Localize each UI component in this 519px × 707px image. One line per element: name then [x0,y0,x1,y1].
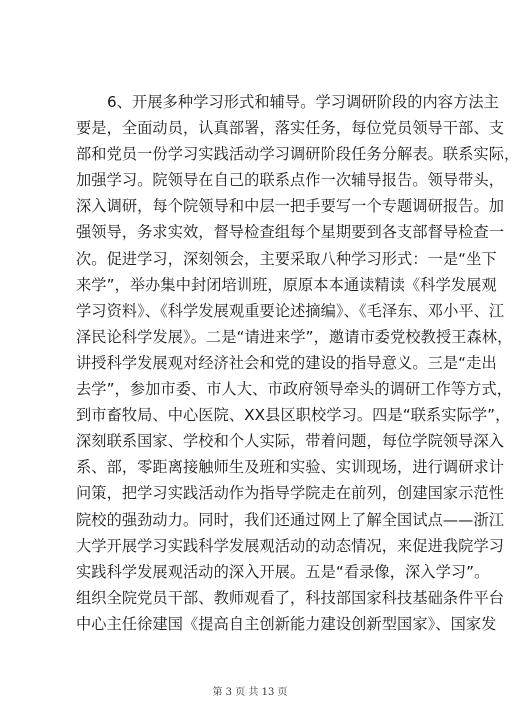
text-line: 实践科学发展观活动的深入开展。五是“看录像，深入学习”。 [76,562,490,581]
text-line: 要是，全面动员，认真部署，落实任务，每位党员领导干部、支 [76,119,505,138]
text-line: 次。促进学习，深刻领会，主要采取八种学习形式：一是“坐下 [76,249,497,268]
text-line: 6、开展多种学习形式和辅导。学习调研阶段的内容方法主 [107,93,499,111]
text-line: 系、部，零距离接触师生及班和实验、实训现场，进行调研求计 [76,458,505,477]
text-line: 中心主任徐建国《提高自主创新能力建设创新型国家》、国家发 [76,614,497,633]
text-line: 院校的强劲动力。同时，我们还通过网上了解全国试点——浙江 [76,510,505,529]
text-line: 加强学习。院领导在自己的联系点作一次辅导报告。领导带头， [76,171,505,190]
page-number-footer: 第 3 页 共 13 页 [212,687,288,698]
text-line: 来学”，举办集中封闭培训班，原原本本通读精读《科学发展观 [76,275,497,294]
text-line: 组织全院党员干部、教师观看了，科技部国家科技基础条件平台 [76,588,505,607]
text-line: 泽民论科学发展》。二是“请进来学”，邀请市委党校教授王森林， [76,327,513,346]
text-line: 去学”，参加市委、市人大、市政府领导牵头的调研工作等方式， [76,380,513,399]
text-line: 大学开展学习实践科学发展观活动的动态情况，来促进我院学习 [76,536,505,555]
text-line: 深刻联系国家、学校和个人实际，带着问题，每位学院领导深入 [76,432,505,451]
text-line: 讲授科学发展观对经济社会和党的建设的指导意义。三是“走出 [76,353,497,372]
text-line: 到市畜牧局、中心医院、XX县区职校学习。四是“联系实际学”， [76,406,511,425]
body-paragraph [76,89,519,637]
text-line: 深入调研，每个院领导和中层一把手要写一个专题调研报告。加 [76,197,505,216]
text-line: 强领导，务求实效，督导检查组每个星期要到各支部督导检查一 [76,223,505,242]
text-line: 部和党员一份学习实践活动学习调研阶段任务分解表。联系实际， [76,145,519,164]
text-line: 问策，把学习实践活动作为指导学院走在前列，创建国家示范性 [76,484,505,503]
text-line: 学习资料》、《科学发展观重要论述摘编》、《毛泽东、邓小平、江 [76,301,505,320]
